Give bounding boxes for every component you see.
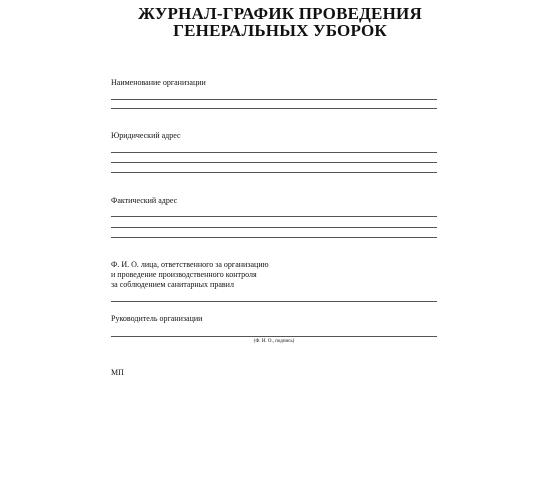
head-of-organization-line[interactable] [111, 336, 437, 337]
organization-name-line-2[interactable] [111, 108, 437, 109]
title-line-1: ЖУРНАЛ-ГРАФИК ПРОВЕДЕНИЯ [138, 4, 422, 23]
actual-address-line-2[interactable] [111, 227, 437, 228]
legal-address-line-1[interactable] [111, 152, 437, 153]
organization-name-line-1[interactable] [111, 99, 437, 100]
head-of-organization-label: Руководитель организации [111, 314, 203, 323]
legal-address-line-2[interactable] [111, 162, 437, 163]
actual-address-line-1[interactable] [111, 216, 437, 217]
responsible-person-label-line-1: Ф. И. О. лица, ответственного за организацию [111, 260, 269, 269]
signature-caption: (Ф. И. О., подпись) [253, 339, 295, 344]
legal-address-label: Юридический адрес [111, 131, 181, 140]
stamp-label: МП [111, 368, 124, 377]
actual-address-line-3[interactable] [111, 237, 437, 238]
title-line-2: ГЕНЕРАЛЬНЫХ УБОРОК [173, 21, 387, 40]
responsible-person-line[interactable] [111, 301, 437, 302]
legal-address-line-3[interactable] [111, 172, 437, 173]
actual-address-label: Фактический адрес [111, 196, 178, 205]
responsible-person-label-line-3: за соблюдением санитарных правил [111, 280, 234, 289]
responsible-person-label-line-2: и проведение производственного контроля [111, 270, 257, 279]
organization-name-label: Наименование организации [111, 78, 206, 87]
